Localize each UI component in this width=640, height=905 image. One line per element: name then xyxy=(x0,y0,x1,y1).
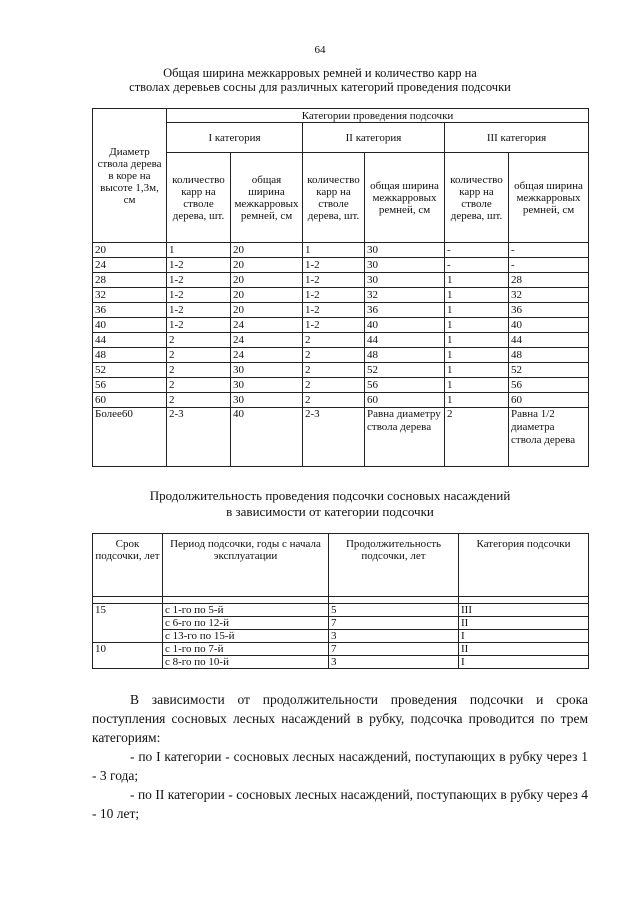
table1-title-line: стволах деревьев сосны для различных категорий проведения подсочки xyxy=(129,80,511,94)
table-cell: 40 xyxy=(365,318,445,333)
term-cell: 10 xyxy=(93,643,163,669)
table-cell: 2 xyxy=(303,363,365,378)
table-cell: 2 xyxy=(167,393,231,408)
table-cell: 44 xyxy=(509,333,589,348)
table-cell: 24 xyxy=(93,258,167,273)
table-cell: 1 xyxy=(303,243,365,258)
subheader-count: количество карр на стволе дерева, шт. xyxy=(303,153,365,243)
table-cell: 40 xyxy=(509,318,589,333)
table-row xyxy=(93,408,589,467)
col-header-category-2: II категория xyxy=(303,123,445,153)
table-cell: 56 xyxy=(509,378,589,393)
table-cell: 48 xyxy=(509,348,589,363)
table2-title-line: в зависимости от категории подсочки xyxy=(226,504,434,519)
col-header-category-1: I категория xyxy=(167,123,303,153)
table-cell: 30 xyxy=(365,273,445,288)
table-cell: 60 xyxy=(365,393,445,408)
spacer-row xyxy=(93,597,589,604)
table-row xyxy=(93,348,589,363)
table-cell: - xyxy=(509,258,589,273)
table-cell: с 1-го по 7-й xyxy=(163,643,329,656)
table-row xyxy=(93,378,589,393)
table-cell: 1 xyxy=(445,363,509,378)
table-cell: 20 xyxy=(231,258,303,273)
table-cell: с 1-го по 5-й xyxy=(163,604,329,617)
table-cell: 44 xyxy=(365,333,445,348)
table-cell: 7 xyxy=(329,617,459,630)
table-cell: 1 xyxy=(167,243,231,258)
table-cell: 28 xyxy=(509,273,589,288)
table-cell: 60 xyxy=(509,393,589,408)
table-row xyxy=(93,258,589,273)
subheader-count: количество карр на стволе дерева, шт. xyxy=(445,153,509,243)
table-cell: 60 xyxy=(93,393,167,408)
table-cell: 7 xyxy=(329,643,459,656)
table-cell: 2 xyxy=(167,378,231,393)
table-cell: 2 xyxy=(303,393,365,408)
table-row xyxy=(93,630,589,643)
table-cell: 24 xyxy=(231,348,303,363)
table-row xyxy=(93,393,589,408)
table-row xyxy=(93,604,589,617)
empty-cell xyxy=(329,597,459,604)
table-cell: 1-2 xyxy=(167,258,231,273)
duration-table xyxy=(92,533,589,669)
table-cell: - xyxy=(445,243,509,258)
table-cell: 48 xyxy=(93,348,167,363)
table-cell: 1 xyxy=(445,303,509,318)
table-cell: 32 xyxy=(93,288,167,303)
col-header-period: Период подсочки, годы с начала эксплуатации xyxy=(163,534,329,597)
table-cell: 30 xyxy=(365,258,445,273)
table-cell: 52 xyxy=(93,363,167,378)
empty-cell xyxy=(93,597,163,604)
table-row xyxy=(93,318,589,333)
table-cell: 28 xyxy=(93,273,167,288)
col-header-term: Срок подсочки, лет xyxy=(93,534,163,597)
table-cell: 2 xyxy=(167,348,231,363)
table-cell: 1 xyxy=(445,273,509,288)
table-row xyxy=(93,288,589,303)
col-header-duration: Продолжительность подсочки, лет xyxy=(329,534,459,597)
table-cell: 24 xyxy=(231,318,303,333)
table-cell: 5 xyxy=(329,604,459,617)
table-cell: 36 xyxy=(93,303,167,318)
body-text xyxy=(92,690,588,823)
table-row xyxy=(93,273,589,288)
table-row xyxy=(93,243,589,258)
table-cell: с 8-го по 10-й xyxy=(163,656,329,669)
table-cell: I xyxy=(459,630,589,643)
table-row xyxy=(93,363,589,378)
table-cell: 1 xyxy=(445,348,509,363)
table-cell: 24 xyxy=(231,333,303,348)
table-cell: 1-2 xyxy=(303,318,365,333)
table-cell: с 6-го по 12-й xyxy=(163,617,329,630)
table-row xyxy=(93,643,589,656)
table-cell: 2 xyxy=(167,363,231,378)
table-cell: Более60 xyxy=(93,408,167,467)
table-cell: 30 xyxy=(231,363,303,378)
table-cell: 1 xyxy=(445,333,509,348)
table-cell: 48 xyxy=(365,348,445,363)
table-cell: II xyxy=(459,617,589,630)
table-cell: 20 xyxy=(231,273,303,288)
table-cell: 36 xyxy=(365,303,445,318)
table-cell: 20 xyxy=(93,243,167,258)
table-row xyxy=(93,617,589,630)
table-cell: 44 xyxy=(93,333,167,348)
table-cell: 56 xyxy=(365,378,445,393)
table-cell: 30 xyxy=(231,378,303,393)
table-cell: Равна 1/2 диаметра ствола дерева xyxy=(509,408,589,467)
col-header-category-3: III категория xyxy=(445,123,589,153)
table-cell: 20 xyxy=(231,243,303,258)
table-cell: Равна диаметру ствола дерева xyxy=(365,408,445,467)
table-cell: 2 xyxy=(167,333,231,348)
table-cell: 1-2 xyxy=(167,288,231,303)
table-cell: 2-3 xyxy=(303,408,365,467)
table-cell: 30 xyxy=(231,393,303,408)
subheader-width: общая ширина межкарровых ремней, см xyxy=(231,153,303,243)
table-cell: 1-2 xyxy=(303,273,365,288)
table-cell: 1 xyxy=(445,378,509,393)
table-cell: 2-3 xyxy=(167,408,231,467)
table-cell: 3 xyxy=(329,630,459,643)
empty-cell xyxy=(163,597,329,604)
table-cell: 2 xyxy=(303,378,365,393)
list-item: - по I категории - сосновых лесных насаждений, поступающих в рубку через 1 - 3 года; xyxy=(92,749,588,783)
col-header-categories: Категории проведения подсочки xyxy=(167,109,589,123)
table-cell: 2 xyxy=(303,348,365,363)
table-row xyxy=(93,656,589,669)
table-row xyxy=(93,303,589,318)
table-cell: 52 xyxy=(365,363,445,378)
table-cell: 36 xyxy=(509,303,589,318)
subheader-count: количество карр на стволе дерева, шт. xyxy=(167,153,231,243)
table-cell: 1-2 xyxy=(303,303,365,318)
table-cell: II xyxy=(459,643,589,656)
table-cell: 32 xyxy=(365,288,445,303)
table-cell: 40 xyxy=(231,408,303,467)
table-cell: 2 xyxy=(303,333,365,348)
subheader-width: общая ширина межкарровых ремней, см xyxy=(365,153,445,243)
table-cell: 1 xyxy=(445,288,509,303)
table-cell: 20 xyxy=(231,303,303,318)
col-header-category: Категория подсочки xyxy=(459,534,589,597)
subheader-width: общая ширина межкарровых ремней, см xyxy=(509,153,589,243)
table-cell: 1-2 xyxy=(167,318,231,333)
table-cell: 32 xyxy=(509,288,589,303)
empty-cell xyxy=(459,597,589,604)
term-cell: 15 xyxy=(93,604,163,643)
table-cell: 3 xyxy=(329,656,459,669)
table-cell: - xyxy=(445,258,509,273)
table-cell: 56 xyxy=(93,378,167,393)
table-row xyxy=(93,333,589,348)
table1-title xyxy=(100,66,540,94)
table-cell: - xyxy=(509,243,589,258)
lane-width-table xyxy=(92,108,589,467)
table-cell: 40 xyxy=(93,318,167,333)
table-cell: I xyxy=(459,656,589,669)
table-cell: 30 xyxy=(365,243,445,258)
table2-title xyxy=(80,488,580,520)
table1-title-line: Общая ширина межкарровых ремней и количество карр на xyxy=(163,66,477,80)
table-cell: 1-2 xyxy=(167,303,231,318)
table-cell: 1-2 xyxy=(303,288,365,303)
table2-title-line: Продолжительность проведения подсочки сосновых насаждений xyxy=(149,488,511,503)
table-cell: с 13-го по 15-й xyxy=(163,630,329,643)
table-cell: 1-2 xyxy=(167,273,231,288)
table-cell: 1 xyxy=(445,393,509,408)
table-cell: 1 xyxy=(445,318,509,333)
col-header-diameter: Диаметр ствола дерева в коре на высоте 1,3м, см xyxy=(93,109,167,243)
page-number: 64 xyxy=(314,44,326,56)
table-cell: III xyxy=(459,604,589,617)
list-item: - по II категории - сосновых лесных насаждений, поступающих в рубку через 4 - 10 лет; xyxy=(92,787,588,821)
table-cell: 1-2 xyxy=(303,258,365,273)
table-cell: 52 xyxy=(509,363,589,378)
body-paragraph: В зависимости от продолжительности проведения подсочки и срока поступления сосновых лесных насаждений в рубку, подсочка проводится по трем категориям: xyxy=(92,692,588,745)
table-cell: 20 xyxy=(231,288,303,303)
table-cell: 2 xyxy=(445,408,509,467)
